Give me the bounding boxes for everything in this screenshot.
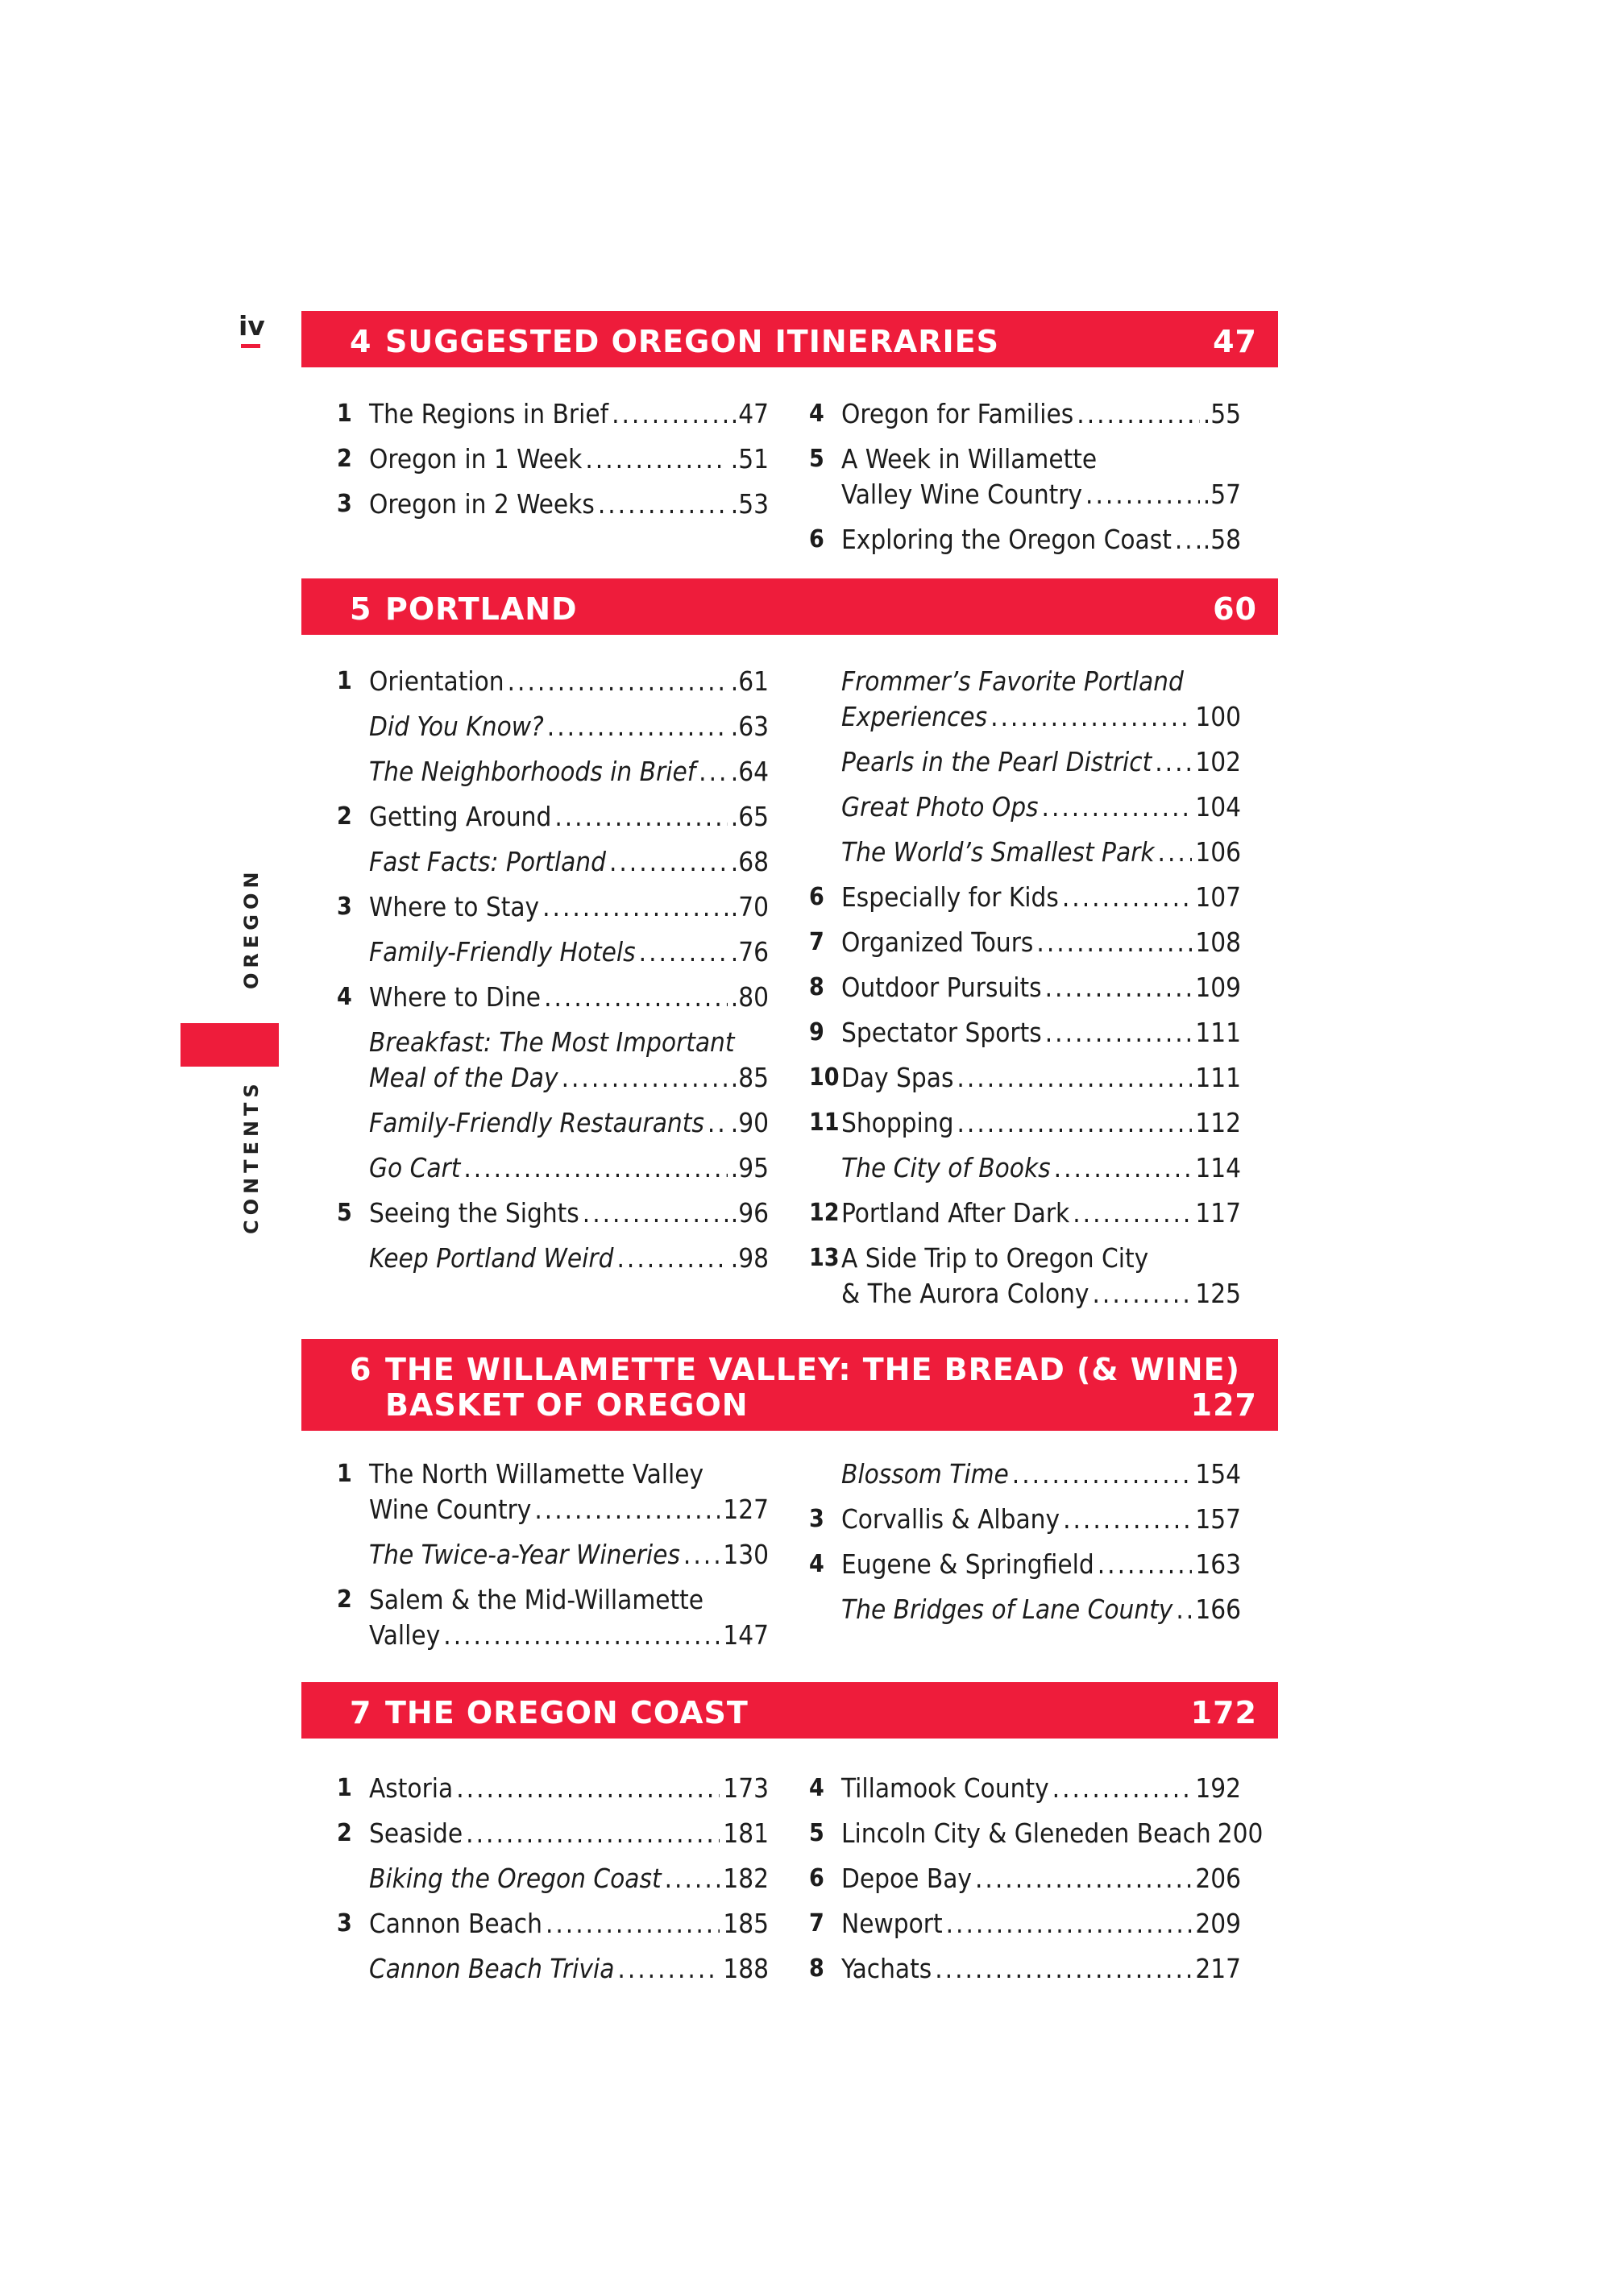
dot-leader — [544, 980, 728, 1015]
dot-leader — [1085, 477, 1200, 512]
entry-title: Family-Friendly Restaurants — [369, 1107, 704, 1138]
entry-title: The World’s Smallest Park — [841, 836, 1155, 868]
entry-title: Exploring the Oregon Coast — [841, 524, 1172, 555]
entry-page: .47 — [730, 398, 769, 429]
dot-leader — [1045, 970, 1193, 1005]
toc-subentry — [337, 1951, 769, 1987]
toc-entry — [337, 889, 769, 925]
toc-entry — [809, 1241, 1241, 1312]
entry-number: 5 — [809, 445, 824, 473]
entry-title: Getting Around — [369, 801, 552, 832]
entry-page: 127 — [723, 1494, 769, 1525]
toc-entry — [809, 1105, 1241, 1141]
dot-leader — [1062, 880, 1192, 915]
entry-title: The Neighborhoods in Brief — [369, 756, 696, 787]
toc-entry — [809, 522, 1241, 557]
entry-page: .63 — [730, 711, 769, 742]
entry-page: .95 — [730, 1152, 769, 1183]
dot-leader — [466, 1816, 720, 1851]
dot-leader — [609, 844, 728, 880]
entry-page: 107 — [1195, 881, 1241, 913]
entry-page: 109 — [1195, 972, 1241, 1003]
toc-entry — [809, 1861, 1241, 1896]
dot-leader — [542, 889, 728, 925]
dot-leader — [1073, 1196, 1192, 1231]
page-number-underline — [241, 344, 260, 348]
entry-page: 102 — [1195, 746, 1241, 777]
entry-title: Cannon Beach Trivia — [369, 1953, 615, 1984]
entry-title: Where to Stay — [369, 891, 540, 922]
entry-title: Great Photo Ops — [841, 791, 1039, 823]
entry-page: 111 — [1195, 1062, 1241, 1093]
dot-leader — [534, 1492, 720, 1527]
toc-entry — [809, 1771, 1241, 1806]
dot-leader — [616, 1241, 727, 1276]
toc-subentry — [809, 790, 1241, 825]
entry-title: Eugene & Springfield — [841, 1548, 1094, 1580]
entry-page: .76 — [730, 936, 769, 968]
entry-page: 117 — [1195, 1197, 1241, 1229]
toc-entry — [337, 664, 769, 699]
chapter-title: BASKET OF OREGON — [385, 1387, 749, 1423]
entry-title-line1: Salem & the Mid-Willamette — [369, 1584, 704, 1615]
dot-leader — [1093, 1276, 1193, 1312]
entry-number: 5 — [337, 1199, 352, 1227]
entry-number: 3 — [337, 1909, 352, 1938]
toc-entry — [809, 1060, 1241, 1096]
entry-number: 2 — [337, 802, 352, 831]
entry-title-line1: The North Willamette Valley — [369, 1458, 704, 1490]
toc-subentry — [337, 844, 769, 880]
toc-entry — [337, 1906, 769, 1942]
entry-title-line1: Breakfast: The Most Important — [369, 1026, 735, 1058]
entry-number: 6 — [809, 1864, 824, 1892]
entry-page: 112 — [1195, 1107, 1241, 1138]
entry-title: Valley — [369, 1619, 441, 1651]
toc-subentry — [809, 1592, 1241, 1627]
dot-leader — [1036, 925, 1192, 960]
entry-title: Corvallis & Albany — [841, 1503, 1060, 1535]
entry-page: 206 — [1195, 1863, 1241, 1894]
entry-number: 8 — [809, 1954, 824, 1983]
dot-leader — [1054, 1150, 1193, 1186]
entry-title: Oregon in 1 Week — [369, 443, 583, 475]
dot-leader — [554, 799, 727, 835]
entry-title: Did You Know? — [369, 711, 544, 742]
chapter-title-line1: THE WILLAMETTE VALLEY: THE BREAD (& WINE) — [385, 1352, 1240, 1387]
toc-subentry — [809, 744, 1241, 780]
dot-leader — [598, 487, 728, 522]
entry-page: .68 — [730, 846, 769, 877]
dot-leader — [946, 1906, 1193, 1942]
entry-title: Yachats — [841, 1953, 932, 1984]
toc-entry — [337, 980, 769, 1015]
chapter-7-left-column — [337, 1771, 769, 1996]
entry-title: Fast Facts: Portland — [369, 846, 606, 877]
chapter-5-right-column — [809, 664, 1241, 1321]
toc-entry — [809, 1502, 1241, 1537]
toc-subentry — [337, 1150, 769, 1186]
toc-entry — [809, 970, 1241, 1005]
entry-number: 2 — [337, 445, 352, 473]
entry-page: 181 — [723, 1817, 769, 1849]
entry-title: Day Spas — [841, 1062, 954, 1093]
entry-title: Newport — [841, 1908, 943, 1939]
entry-title-line1: A Side Trip to Oregon City — [841, 1242, 1149, 1274]
entry-title: The City of Books — [841, 1152, 1051, 1183]
toc-entry — [809, 441, 1241, 512]
entry-number: 4 — [337, 983, 352, 1011]
side-thumb-tab — [181, 1023, 279, 1067]
dot-leader — [935, 1951, 1192, 1987]
entry-title: Seeing the Sights — [369, 1197, 579, 1229]
entry-number: 13 — [809, 1244, 840, 1272]
entry-number: 1 — [337, 667, 352, 695]
entry-page: 106 — [1195, 836, 1241, 868]
toc-entry — [809, 925, 1241, 960]
chapter-page: 47 — [1213, 324, 1257, 359]
dot-leader — [1176, 1592, 1192, 1627]
dot-leader — [617, 1951, 720, 1987]
entry-page: 192 — [1195, 1772, 1241, 1804]
entry-title: Portland After Dark — [841, 1197, 1070, 1229]
entry-title: The Twice-a-Year Wineries — [369, 1539, 680, 1570]
entry-title: Astoria — [369, 1772, 454, 1804]
entry-page: 200 — [1217, 1817, 1264, 1849]
entry-title: Biking the Oregon Coast — [369, 1863, 662, 1894]
entry-number: 10 — [809, 1063, 840, 1092]
toc-subentry — [337, 1025, 769, 1096]
toc-entry — [809, 1015, 1241, 1051]
entry-number: 1 — [337, 1774, 352, 1802]
entry-title: & The Aurora Colony — [841, 1278, 1089, 1309]
entry-title: Cannon Beach — [369, 1908, 542, 1939]
toc-subentry — [337, 754, 769, 790]
entry-title: Seaside — [369, 1817, 463, 1849]
chapter-5-header — [301, 578, 1278, 635]
entry-page: 104 — [1195, 791, 1241, 823]
entry-title-line1: Frommer’s Favorite Portland — [841, 665, 1184, 697]
entry-title: The Regions in Brief — [369, 398, 609, 429]
entry-title: Go Cart — [369, 1152, 461, 1183]
toc-entry — [809, 1196, 1241, 1231]
toc-entry — [809, 1906, 1241, 1942]
dot-leader — [1175, 522, 1200, 557]
entry-page: .55 — [1202, 398, 1241, 429]
entry-title: Oregon in 2 Weeks — [369, 488, 595, 520]
dot-leader — [1042, 790, 1193, 825]
entry-number: 1 — [337, 1460, 352, 1488]
entry-number: 3 — [337, 490, 352, 518]
dot-leader — [1158, 835, 1193, 870]
entry-title: Family-Friendly Hotels — [369, 936, 636, 968]
dot-leader — [990, 699, 1192, 735]
entry-page: 182 — [723, 1863, 769, 1894]
chapter-5-left-column — [337, 664, 769, 1286]
chapter-number: 4 — [350, 324, 372, 359]
toc-subentry — [337, 709, 769, 744]
entry-title: Where to Dine — [369, 981, 542, 1013]
entry-number: 6 — [809, 883, 824, 911]
dot-leader — [562, 1060, 728, 1096]
chapter-number: 5 — [350, 591, 372, 627]
dot-leader — [508, 664, 728, 699]
toc-subentry — [809, 1150, 1241, 1186]
entry-number: 5 — [809, 1819, 824, 1847]
entry-number: 2 — [337, 1585, 352, 1614]
entry-title: Shopping — [841, 1107, 954, 1138]
dot-leader — [547, 709, 728, 744]
dot-leader — [1052, 1771, 1193, 1806]
entry-page: 188 — [723, 1953, 769, 1984]
chapter-6-right-column — [809, 1457, 1241, 1637]
dot-leader — [639, 935, 728, 970]
entry-page: .98 — [730, 1242, 769, 1274]
entry-title: Outdoor Pursuits — [841, 972, 1042, 1003]
toc-entry — [809, 1547, 1241, 1582]
entry-number: 3 — [809, 1505, 824, 1533]
toc-entry — [337, 487, 769, 522]
entry-title: Experiences — [841, 701, 988, 732]
dot-leader — [583, 1196, 728, 1231]
dot-leader — [708, 1105, 728, 1141]
dot-leader — [1098, 1547, 1193, 1582]
dot-leader — [975, 1861, 1192, 1896]
toc-subentry — [809, 835, 1241, 870]
chapter-4-header — [301, 311, 1278, 367]
toc-subentry — [809, 1457, 1241, 1492]
dot-leader — [957, 1105, 1192, 1141]
entry-title: Spectator Sports — [841, 1017, 1042, 1048]
chapter-6-header — [301, 1339, 1278, 1431]
entry-title: Keep Portland Weird — [369, 1242, 614, 1274]
entry-page: 108 — [1195, 926, 1241, 958]
chapter-page: 127 — [1190, 1387, 1257, 1423]
entry-title: Lincoln City & Gleneden Beach — [841, 1817, 1211, 1849]
entry-title: Oregon for Families — [841, 398, 1074, 429]
entry-page: .58 — [1202, 524, 1241, 555]
dot-leader — [1045, 1015, 1193, 1051]
toc-subentry — [337, 1241, 769, 1276]
toc-entry — [337, 441, 769, 477]
running-head-oregon: OREGON — [240, 867, 263, 989]
dot-leader — [683, 1537, 720, 1573]
entry-page: .51 — [730, 443, 769, 475]
entry-page: 173 — [723, 1772, 769, 1804]
entry-page: .96 — [730, 1197, 769, 1229]
entry-number: 4 — [809, 1550, 824, 1578]
dot-leader — [1012, 1457, 1193, 1492]
dot-leader — [699, 754, 728, 790]
toc-entry — [809, 1951, 1241, 1987]
entry-page: 100 — [1195, 701, 1241, 732]
dot-leader — [1077, 396, 1200, 432]
entry-page: 157 — [1195, 1503, 1241, 1535]
entry-page: .90 — [730, 1107, 769, 1138]
entry-title: Wine Country — [369, 1494, 532, 1525]
chapter-page: 172 — [1190, 1695, 1257, 1730]
entry-number: 7 — [809, 928, 824, 956]
entry-title-line1: A Week in Willamette — [841, 443, 1098, 475]
toc-entry — [337, 1816, 769, 1851]
entry-page: 166 — [1195, 1594, 1241, 1625]
entry-title: Organized Tours — [841, 926, 1034, 958]
entry-page: .65 — [730, 801, 769, 832]
toc-subentry — [337, 1105, 769, 1141]
dot-leader — [1155, 744, 1192, 780]
entry-page: .85 — [730, 1062, 769, 1093]
chapter-page: 60 — [1213, 591, 1257, 627]
toc-entry — [337, 799, 769, 835]
entry-number: 4 — [809, 400, 824, 428]
entry-number: 12 — [809, 1199, 840, 1227]
dot-leader — [957, 1060, 1192, 1096]
page-number: iv — [239, 310, 265, 342]
toc-subentry — [337, 1861, 769, 1896]
dot-leader — [456, 1771, 720, 1806]
chapter-title: SUGGESTED OREGON ITINERARIES — [385, 324, 999, 359]
entry-title: Tillamook County — [841, 1772, 1049, 1804]
running-head-contents: CONTENTS — [240, 1079, 263, 1234]
entry-number: 11 — [809, 1109, 840, 1137]
entry-page: 114 — [1195, 1152, 1241, 1183]
toc-entry — [337, 396, 769, 432]
entry-number: 7 — [809, 1909, 824, 1938]
dot-leader — [443, 1618, 720, 1653]
chapter-4-left-column — [337, 396, 769, 532]
toc-entry — [337, 1196, 769, 1231]
toc-entry — [337, 1457, 769, 1527]
entry-title: Especially for Kids — [841, 881, 1059, 913]
entry-page: 185 — [723, 1908, 769, 1939]
dot-leader — [585, 441, 727, 477]
chapter-number: 7 — [350, 1695, 372, 1730]
entry-title: Pearls in the Pearl District — [841, 746, 1152, 777]
entry-page: 209 — [1195, 1908, 1241, 1939]
entry-number: 4 — [809, 1774, 824, 1802]
chapter-number: 6 — [350, 1352, 372, 1387]
toc-subentry — [337, 935, 769, 970]
toc-entry — [809, 396, 1241, 432]
chapter-title: THE OREGON COAST — [385, 1695, 749, 1730]
dot-leader — [546, 1906, 720, 1942]
entry-page: 130 — [723, 1539, 769, 1570]
chapter-6-left-column — [337, 1457, 769, 1663]
entry-page: .80 — [730, 981, 769, 1013]
chapter-title: PORTLAND — [385, 591, 578, 627]
toc-entry — [809, 1816, 1264, 1851]
toc-entry — [809, 880, 1241, 915]
entry-page: 154 — [1195, 1458, 1241, 1490]
chapter-4-right-column — [809, 396, 1241, 567]
entry-number: 2 — [337, 1819, 352, 1847]
entry-title: Meal of the Day — [369, 1062, 558, 1093]
entry-page: .64 — [730, 756, 769, 787]
entry-number: 6 — [809, 525, 824, 553]
chapter-7-right-column — [809, 1771, 1264, 1996]
entry-page: .61 — [730, 665, 769, 697]
entry-number: 1 — [337, 400, 352, 428]
toc-subentry — [809, 664, 1241, 735]
dot-leader — [463, 1150, 727, 1186]
dot-leader — [612, 396, 728, 432]
entry-title: Blossom Time — [841, 1458, 1009, 1490]
entry-page: .70 — [730, 891, 769, 922]
entry-page: 111 — [1195, 1017, 1241, 1048]
entry-page: .57 — [1202, 479, 1241, 510]
toc-subentry — [337, 1537, 769, 1573]
entry-number: 3 — [337, 893, 352, 921]
entry-page: 125 — [1195, 1278, 1241, 1309]
dot-leader — [1063, 1502, 1192, 1537]
entry-page: .53 — [730, 488, 769, 520]
entry-page: 217 — [1195, 1953, 1241, 1984]
entry-number: 8 — [809, 973, 824, 1001]
chapter-7-header — [301, 1682, 1278, 1739]
entry-title: Orientation — [369, 665, 504, 697]
entry-title: The Bridges of Lane County — [841, 1594, 1173, 1625]
entry-number: 9 — [809, 1018, 824, 1046]
entry-page: 147 — [723, 1619, 769, 1651]
toc-entry — [337, 1582, 769, 1653]
entry-title: Depoe Bay — [841, 1863, 972, 1894]
entry-page: 163 — [1195, 1548, 1241, 1580]
toc-entry — [337, 1771, 769, 1806]
entry-title: Valley Wine Country — [841, 479, 1083, 510]
dot-leader — [665, 1861, 720, 1896]
